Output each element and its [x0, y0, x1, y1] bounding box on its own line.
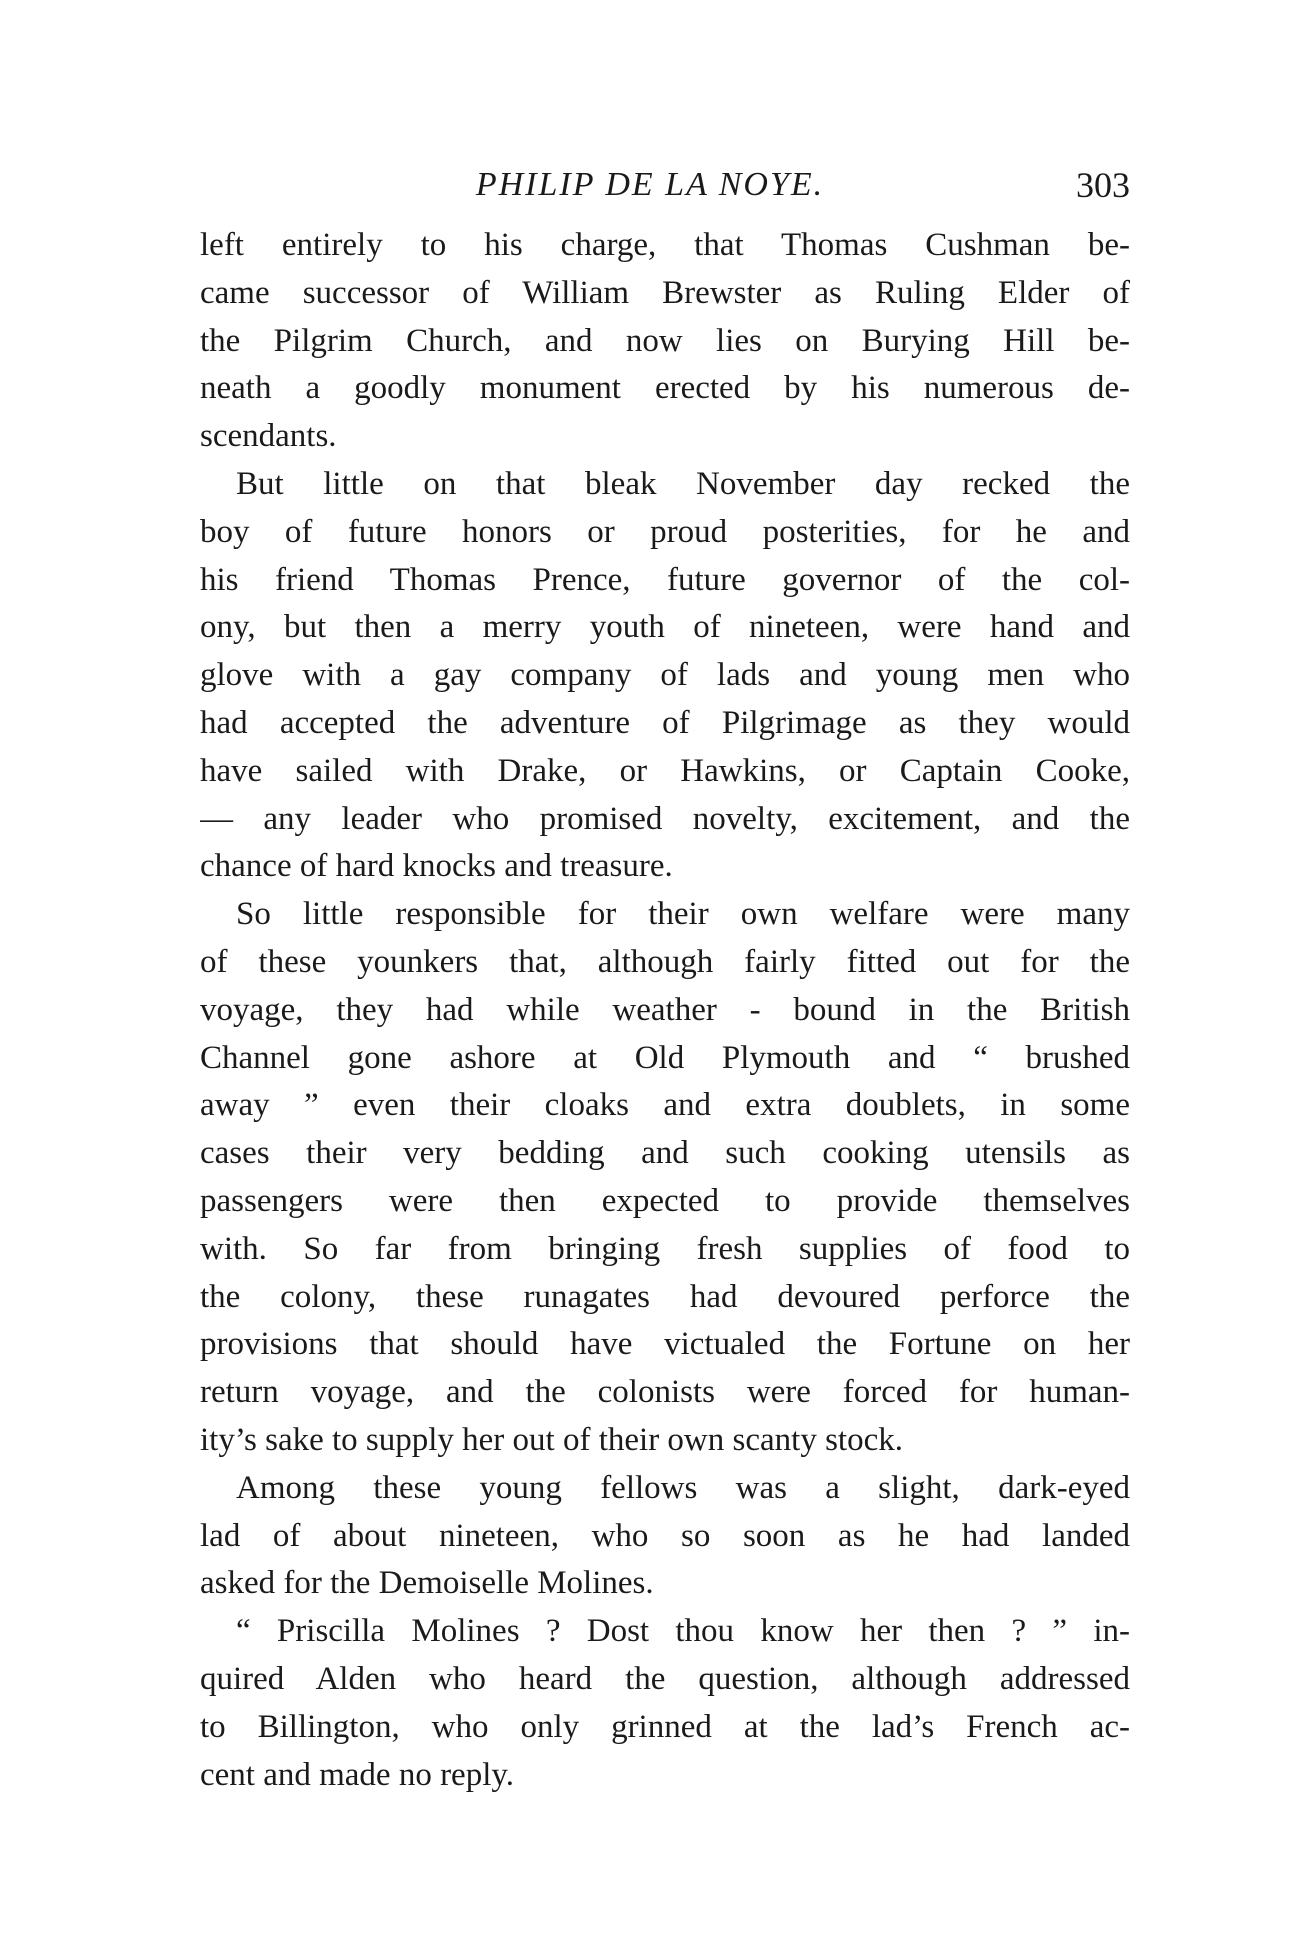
- text-line: chance of hard knocks and treasure.: [200, 848, 673, 885]
- text-line: cases their very bedding and such cooking utensils as: [200, 1135, 1130, 1172]
- body-text: [200, 222, 1130, 1799]
- running-head: [200, 160, 1130, 210]
- text-line: to Billington, who only grinned at the lad’s French ac-: [200, 1708, 1130, 1745]
- text-line: Channel gone ashore at Old Plymouth and “ brushed: [200, 1039, 1130, 1076]
- text-line: cent and made no reply.: [200, 1756, 514, 1793]
- text-line: — any leader who promised novelty, excitement, and the: [200, 800, 1130, 837]
- text-line: voyage, they had while weather - bound in the British: [200, 991, 1130, 1028]
- text-line: left entirely to his charge, that Thomas Cushman be-: [200, 227, 1130, 263]
- text-line: return voyage, and the colonists were forced for human-: [200, 1374, 1130, 1411]
- text-line: glove with a gay company of lads and young men who: [200, 657, 1130, 694]
- text-line: ony, but then a merry youth of nineteen, were hand and: [200, 609, 1130, 646]
- text-line: ity’s sake to supply her out of their own scanty stock.: [200, 1421, 903, 1458]
- text-line: the Pilgrim Church, and now lies on Burying Hill be-: [200, 322, 1130, 359]
- text-line: “ Priscilla Molines ? Dost thou know her then ? ” in-: [236, 1613, 1130, 1650]
- text-line: So little responsible for their own welfare were many: [236, 896, 1130, 933]
- text-line: with. So far from bringing fresh supplies of food to: [200, 1230, 1130, 1267]
- paragraph-3: [200, 891, 1130, 1465]
- text-line: had accepted the adventure of Pilgrimage as they would: [200, 704, 1130, 741]
- paragraph-4: [200, 1465, 1130, 1608]
- text-line: scendants.: [200, 418, 337, 455]
- text-line: away ” even their cloaks and extra doublets, in some: [200, 1087, 1130, 1124]
- paragraph-1: [200, 222, 1130, 461]
- text-line: boy of future honors or proud posterities, for he and: [200, 513, 1130, 550]
- page-number: 303: [1076, 165, 1130, 205]
- text-line: Among these young fellows was a slight, dark-eyed: [236, 1469, 1130, 1506]
- text-line: quired Alden who heard the question, although addressed: [200, 1660, 1130, 1697]
- text-line: have sailed with Drake, or Hawkins, or Captain Cooke,: [200, 752, 1130, 789]
- running-title: PHILIP DE LA NOYE.: [475, 166, 825, 203]
- text-line: passengers were then expected to provide themselves: [200, 1182, 1130, 1219]
- text-line: provisions that should have victualed the Fortune on her: [200, 1326, 1130, 1363]
- text-line: his friend Thomas Prence, future governor of the col-: [200, 561, 1130, 598]
- paragraph-5: [200, 1608, 1130, 1799]
- text-line: lad of about nineteen, who so soon as he had landed: [200, 1517, 1130, 1554]
- paragraph-2: [200, 461, 1130, 891]
- text-line: of these younkers that, although fairly fitted out for the: [200, 943, 1130, 980]
- text-line: the colony, these runagates had devoured perforce the: [200, 1278, 1130, 1315]
- text-line: came successor of William Brewster as Ruling Elder of: [200, 274, 1130, 311]
- text-line: neath a goodly monument erected by his numerous de-: [200, 370, 1130, 407]
- text-line: But little on that bleak November day recked the: [236, 465, 1130, 502]
- text-line: asked for the Demoiselle Molines.: [200, 1565, 654, 1602]
